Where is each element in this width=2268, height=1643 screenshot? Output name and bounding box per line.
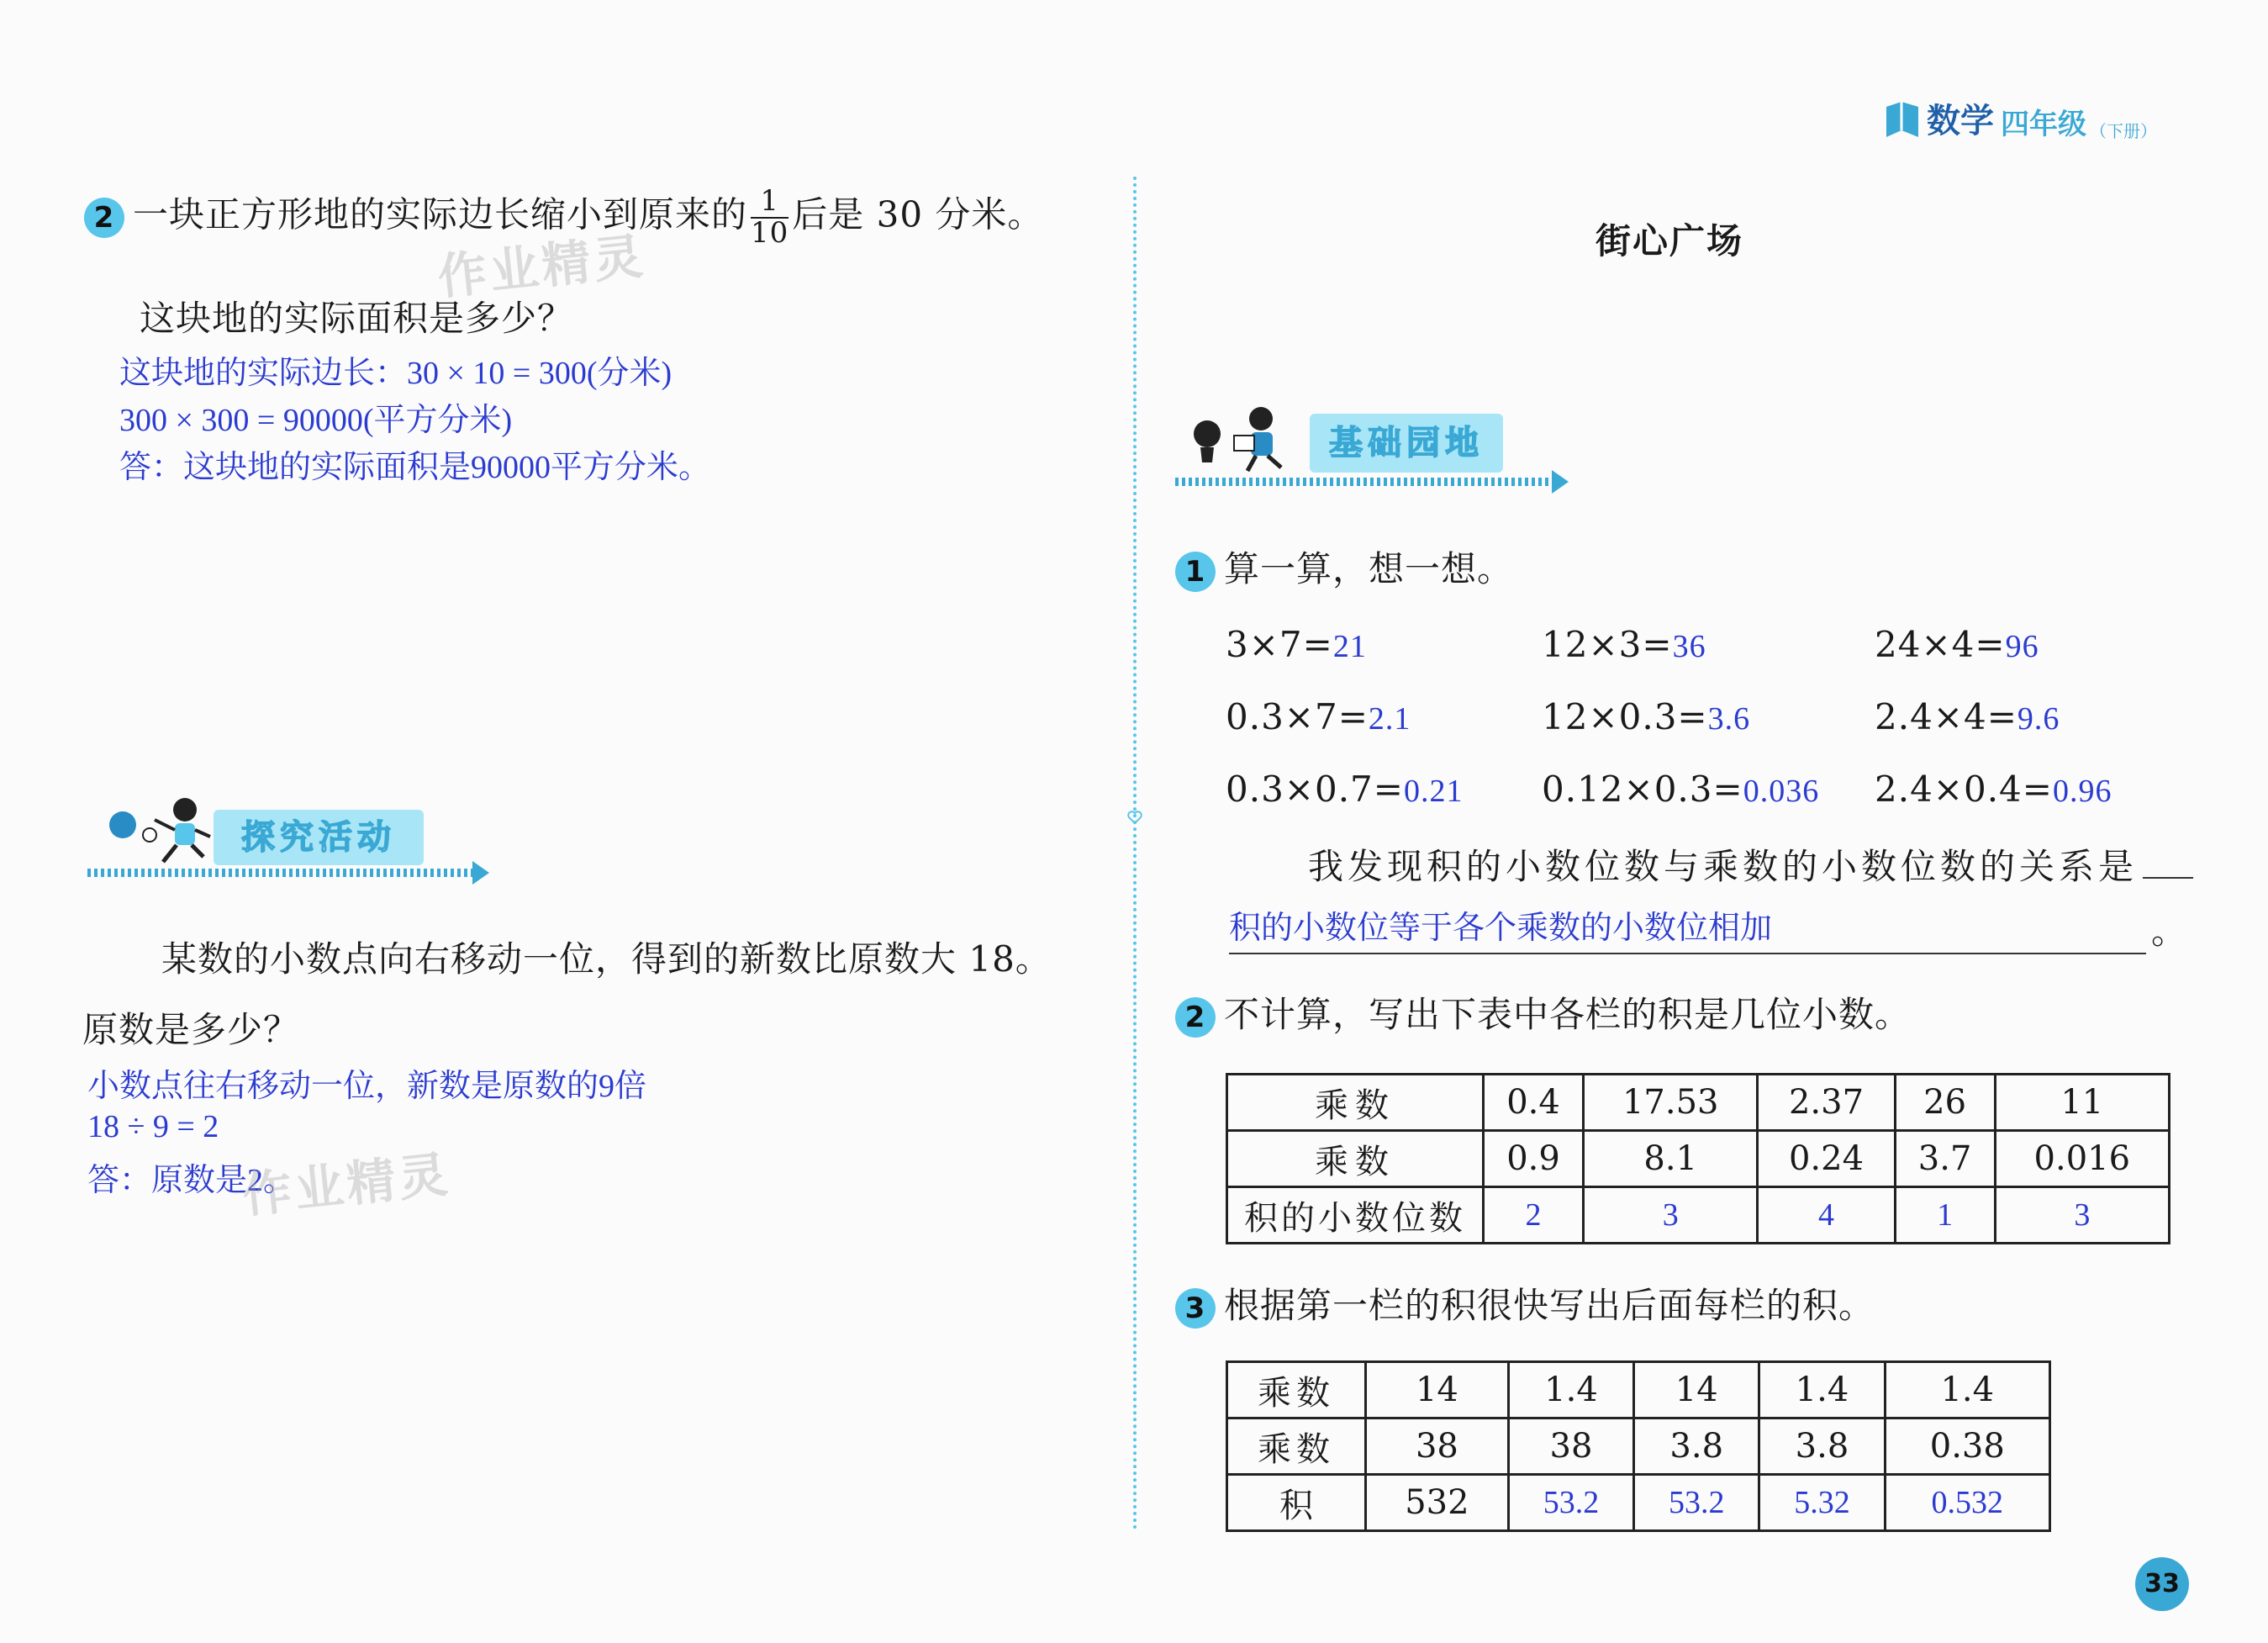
q1-cell-r1c2: 12×3=36 (1542, 624, 1706, 665)
q1-prompt: 1 算一算，想一想。 (1175, 542, 1513, 592)
q1-cell-r2c2: 12×0.3=3.6 (1542, 696, 1751, 737)
table-cell: 2.37 (1758, 1075, 1895, 1131)
q1-cell-r1c3: 24×4=96 (1875, 624, 2039, 665)
banner-rail (1175, 478, 1553, 486)
table-row (1227, 1418, 2050, 1475)
q1-answer: 0.96 (2052, 774, 2112, 809)
q1-cell-r1c1: 3×7=21 (1226, 624, 1367, 665)
q1-answer: 9.6 (2017, 701, 2060, 737)
q1-finding-answer: 积的小数位等于各个乘数的小数位相加 (1229, 901, 2146, 954)
book-logo-icon (1883, 100, 1922, 142)
question-number-badge: 2 (84, 198, 124, 238)
q1-answer: 21 (1332, 629, 1367, 664)
q1-cell-r2c1: 0.3×7=2.1 (1226, 696, 1411, 737)
q1-answer: 0.036 (1743, 774, 1820, 809)
left-q2-line1: 2 一块正方形地的实际边长缩小到原来的 $\frac{1}{10}$ 后是 30 分米。 (84, 187, 1043, 248)
table-cell: 532 (1366, 1475, 1509, 1531)
explore-answer-1: 小数点往右移动一位，新数是原数的9倍 (87, 1069, 647, 1104)
q1-answer: 2.1 (1368, 701, 1411, 737)
table-cell: 1.4 (1885, 1362, 2049, 1418)
table-cell: 0.38 (1885, 1418, 2049, 1475)
fraction: $\frac{1}{10}$ (751, 184, 789, 250)
explore-banner (87, 795, 491, 887)
q1-cell-r3c3: 2.4×0.4=0.96 (1875, 769, 2112, 810)
question-number-badge: 1 (1175, 552, 1216, 592)
q2-prompt: 2 不计算，写出下表中各栏的积是几位小数。 (1175, 987, 1911, 1038)
table-row (1227, 1187, 2170, 1244)
question-number-badge: 2 (1175, 997, 1216, 1038)
question-number-badge: 3 (1175, 1288, 1216, 1329)
left-q2-answer-1: 这块地的实际边长：30 × 10 = 300(分米) (119, 356, 672, 391)
table-row (1227, 1362, 2050, 1418)
table-cell: 0.24 (1758, 1131, 1895, 1187)
table-cell: 14 (1634, 1362, 1759, 1418)
row-label: 乘数 (1227, 1075, 1484, 1131)
explore-line2: 原数是多少？ (82, 1009, 300, 1050)
header-subject: 数学 (1927, 102, 1994, 140)
q1-answer: 36 (1672, 629, 1706, 664)
header-grade: 四年级 (2001, 108, 2086, 141)
row-label: 积的小数位数 (1227, 1187, 1484, 1244)
answer-cell: 53.2 (1508, 1475, 1633, 1531)
header-logo (1883, 94, 2157, 142)
row-label: 乘数 (1227, 1362, 1366, 1418)
table-cell: 8.1 (1584, 1131, 1758, 1187)
table-cell: 3.8 (1759, 1418, 1885, 1475)
heart-icon (1126, 809, 1143, 826)
explore-answer-3: 答：原数是2。 (87, 1163, 296, 1198)
q2-table (1226, 1073, 2170, 1244)
header-volume: （下册） (2090, 121, 2157, 141)
banner-rail (87, 869, 474, 877)
table-cell: 1.4 (1759, 1362, 1885, 1418)
q1-cell-r3c2: 0.12×0.3=0.036 (1542, 769, 1820, 810)
table-row (1227, 1131, 2170, 1187)
row-label: 乘数 (1227, 1131, 1484, 1187)
answer-cell: 53.2 (1634, 1475, 1759, 1531)
q3-prompt: 3 根据第一栏的积很快写出后面每栏的积。 (1175, 1278, 1875, 1329)
table-cell: 11 (1995, 1075, 2169, 1131)
basics-banner (1175, 404, 1579, 496)
arrow-right-icon (472, 861, 489, 885)
q1-answer: 96 (2005, 629, 2039, 664)
answer-cell: 1 (1895, 1187, 1995, 1244)
table-cell: 3.8 (1634, 1418, 1759, 1475)
answer-cell: 0.532 (1885, 1475, 2049, 1531)
page-title: 街心广场 (1596, 220, 1744, 262)
q3-table (1226, 1360, 2051, 1532)
table-cell: 17.53 (1584, 1075, 1758, 1131)
table-cell: 38 (1366, 1418, 1509, 1475)
table-cell: 0.4 (1484, 1075, 1584, 1131)
kid-reading-icon (1189, 404, 1298, 479)
table-cell: 0.016 (1995, 1131, 2169, 1187)
q1-finding: 我发现积的小数位数与乘数的小数位数的关系是 (1308, 839, 2193, 890)
q1-answer: 0.21 (1403, 774, 1464, 809)
explore-answer-2: 18 ÷ 9 = 2 (87, 1109, 219, 1144)
table-cell: 14 (1366, 1362, 1509, 1418)
table-cell: 38 (1508, 1418, 1633, 1475)
explore-line1: 某数的小数点向右移动一位，得到的新数比原数大 18。 (161, 938, 1052, 980)
q1-cell-r3c1: 0.3×0.7=0.21 (1226, 769, 1464, 810)
blank-line (2143, 877, 2193, 879)
q1-cell-r2c3: 2.4×4=9.6 (1875, 696, 2060, 737)
row-label: 乘数 (1227, 1418, 1366, 1475)
kid-soccer-icon (104, 795, 214, 870)
answer-cell: 2 (1484, 1187, 1584, 1244)
table-row (1227, 1475, 2050, 1531)
q1-answer: 3.6 (1707, 701, 1751, 737)
explore-banner-label: 探究活动 (214, 810, 424, 865)
table-cell: 3.7 (1895, 1131, 1995, 1187)
answer-cell: 4 (1758, 1187, 1895, 1244)
answer-cell: 3 (1584, 1187, 1758, 1244)
q1-finding-end: 。 (2150, 911, 2187, 952)
page-divider (1133, 177, 1137, 1530)
table-cell: 0.9 (1484, 1131, 1584, 1187)
q1-finding-answer-row (1229, 901, 2187, 954)
table-cell: 26 (1895, 1075, 1995, 1131)
left-q2-line2: 这块地的实际面积是多少？ (140, 298, 574, 339)
left-q2-answer-2: 300 × 300 = 90000(平方分米) (119, 403, 513, 438)
table-row (1227, 1075, 2170, 1131)
answer-cell: 3 (1995, 1187, 2169, 1244)
arrow-right-icon (1552, 470, 1569, 494)
watermark-2: 作业精灵 (240, 1145, 454, 1224)
row-label: 积 (1227, 1475, 1366, 1531)
table-cell: 1.4 (1508, 1362, 1633, 1418)
answer-cell: 5.32 (1759, 1475, 1885, 1531)
watermark: 作业精灵 (435, 227, 649, 306)
page-number: 33 (2135, 1557, 2189, 1611)
left-q2-answer-3: 答：这块地的实际面积是90000平方分米。 (119, 450, 711, 485)
basics-banner-label: 基础园地 (1310, 414, 1503, 473)
